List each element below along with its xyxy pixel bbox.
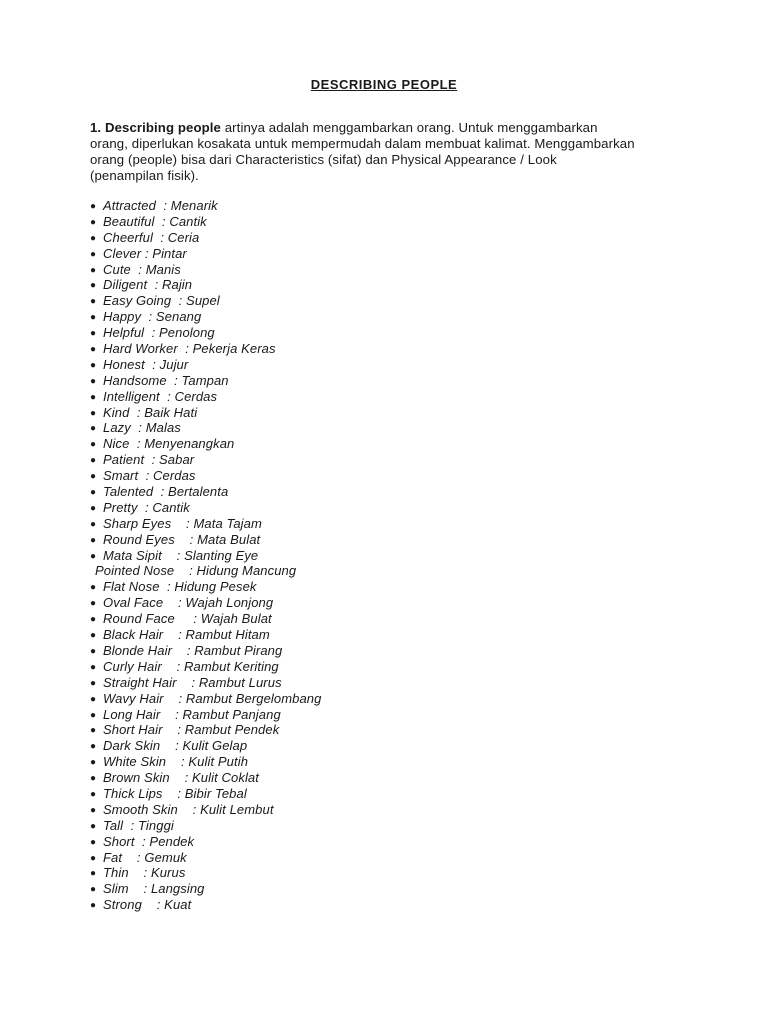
bullet-icon: ● [90, 550, 97, 562]
vocabulary-text: Lazy : Malas [103, 420, 181, 436]
vocabulary-item [90, 850, 321, 866]
bullet-icon: ● [90, 773, 97, 785]
vocabulary-text: Long Hair : Rambut Panjang [103, 706, 281, 722]
vocabulary-item [90, 341, 321, 357]
bullet-icon: ● [90, 471, 97, 483]
vocabulary-item [90, 548, 321, 564]
bullet-icon: ● [90, 518, 97, 530]
bullet-icon: ● [90, 423, 97, 435]
bullet-icon: ● [90, 248, 97, 260]
bullet-icon: ● [90, 820, 97, 832]
bullet-icon: ● [90, 836, 97, 848]
bullet-icon: ● [90, 502, 97, 514]
vocabulary-item [90, 309, 321, 325]
vocabulary-text: Mata Sipit : Slanting Eye [103, 547, 259, 563]
vocabulary-item [90, 611, 321, 627]
bullet-icon: ● [90, 741, 97, 753]
vocabulary-item [90, 595, 321, 611]
vocabulary-text: Pretty : Cantik [103, 499, 190, 515]
vocabulary-text: Nice : Menyenangkan [103, 436, 235, 452]
bullet-icon: ● [90, 852, 97, 864]
vocabulary-item [90, 897, 321, 913]
bullet-icon: ● [90, 900, 97, 912]
vocabulary-item [90, 468, 321, 484]
vocabulary-item [90, 420, 321, 436]
vocabulary-text: Strong : Kuat [103, 897, 192, 913]
vocabulary-text: Sharp Eyes : Mata Tajam [103, 515, 262, 531]
vocabulary-item [90, 881, 321, 897]
vocabulary-text: Smart : Cerdas [103, 468, 196, 484]
vocabulary-text: Curly Hair : Rambut Keriting [103, 658, 279, 674]
vocabulary-item [90, 754, 321, 770]
vocabulary-item [90, 516, 321, 532]
intro-line-4: (penampilan fisik). [90, 168, 199, 183]
vocabulary-item [90, 691, 321, 707]
vocabulary-text: Short : Pendek [103, 833, 195, 849]
intro-line-1-rest: artinya adalah menggambarkan orang. Untuk menggambarkan [220, 120, 598, 135]
vocabulary-item [90, 198, 321, 214]
bullet-icon: ● [90, 645, 97, 657]
vocabulary-item [90, 786, 321, 802]
vocabulary-item [90, 452, 321, 468]
vocabulary-text: Black Hair : Rambut Hitam [103, 627, 270, 643]
intro-line-1 [90, 120, 690, 136]
vocabulary-item [90, 738, 321, 754]
bullet-icon: ● [90, 375, 97, 387]
vocabulary-item [90, 532, 321, 548]
vocabulary-item [90, 405, 321, 421]
bullet-icon: ● [90, 216, 97, 228]
bullet-icon: ● [90, 359, 97, 371]
bullet-icon: ● [90, 868, 97, 880]
intro-line-2: orang, diperlukan kosakata untuk mempermudah dalam membuat kalimat. Menggambarkan [90, 136, 635, 151]
bullet-icon: ● [90, 614, 97, 626]
bullet-icon: ● [90, 312, 97, 324]
vocabulary-item [90, 484, 321, 500]
bullet-icon: ● [90, 407, 97, 419]
vocabulary-item [90, 246, 321, 262]
bullet-icon: ● [90, 296, 97, 308]
vocabulary-text: Flat Nose : Hidung Pesek [103, 579, 257, 595]
vocabulary-item [90, 802, 321, 818]
intro-paragraph [90, 120, 690, 184]
vocabulary-text: Oval Face : Wajah Lonjong [103, 595, 274, 611]
vocabulary-item [90, 563, 321, 579]
vocabulary-item [90, 707, 321, 723]
vocabulary-item [90, 770, 321, 786]
bullet-icon: ● [90, 232, 97, 244]
vocabulary-text: Kind : Baik Hati [103, 404, 198, 420]
vocabulary-item [90, 325, 321, 341]
bullet-icon: ● [90, 709, 97, 721]
bullet-icon: ● [90, 788, 97, 800]
bullet-icon: ● [90, 804, 97, 816]
bullet-icon: ● [90, 725, 97, 737]
vocabulary-text: Talented : Bertalenta [103, 484, 229, 500]
vocabulary-item [90, 373, 321, 389]
bullet-icon: ● [90, 582, 97, 594]
intro-lead: 1. Describing people [90, 120, 221, 135]
vocabulary-item [90, 293, 321, 309]
bullet-icon: ● [90, 344, 97, 356]
vocabulary-item [90, 214, 321, 230]
vocabulary-text: Round Face : Wajah Bulat [103, 611, 272, 627]
vocabulary-text: Happy : Senang [103, 309, 202, 325]
vocabulary-text: Blonde Hair : Rambut Pirang [103, 642, 283, 658]
bullet-icon: ● [90, 677, 97, 689]
vocabulary-text: Fat : Gemuk [103, 849, 187, 865]
vocabulary-item [90, 230, 321, 246]
bullet-icon: ● [90, 264, 97, 276]
vocabulary-text: Thick Lips : Bibir Tebal [103, 785, 247, 801]
vocabulary-item [90, 500, 321, 516]
bullet-icon: ● [90, 455, 97, 467]
vocabulary-item [90, 389, 321, 405]
vocabulary-text: Beautiful : Cantik [103, 213, 207, 229]
vocabulary-item [90, 722, 321, 738]
vocabulary-text: Wavy Hair : Rambut Bergelombang [103, 690, 322, 706]
vocabulary-text: Pointed Nose : Hidung Mancung [95, 563, 297, 579]
vocabulary-text: Brown Skin : Kulit Coklat [103, 770, 259, 786]
vocabulary-text: Handsome : Tampan [103, 372, 229, 388]
vocabulary-text: Dark Skin : Kulit Gelap [103, 738, 248, 754]
vocabulary-item [90, 643, 321, 659]
vocabulary-item [90, 277, 321, 293]
bullet-icon: ● [90, 693, 97, 705]
bullet-icon: ● [90, 487, 97, 499]
bullet-icon: ● [90, 328, 97, 340]
vocabulary-text: Short Hair : Rambut Pendek [103, 722, 280, 738]
bullet-icon: ● [90, 280, 97, 292]
vocabulary-text: Attracted : Menarik [103, 198, 218, 213]
bullet-icon: ● [90, 201, 97, 212]
vocabulary-text: Easy Going : Supel [103, 293, 220, 309]
vocabulary-list [90, 198, 321, 913]
bullet-icon: ● [90, 630, 97, 642]
vocabulary-text: Intelligent : Cerdas [103, 388, 218, 404]
document-title: DESCRIBING PEOPLE [310, 77, 458, 92]
vocabulary-text: Patient : Sabar [103, 452, 195, 468]
intro-line-3: orang (people) bisa dari Characteristics (sifat) dan Physical Appearance / Look [90, 152, 557, 167]
bullet-icon: ● [90, 884, 97, 896]
vocabulary-text: Cute : Manis [103, 261, 181, 277]
vocabulary-item [90, 627, 321, 643]
vocabulary-text: Honest : Jujur [103, 356, 189, 372]
bullet-icon: ● [90, 661, 97, 673]
vocabulary-item [90, 262, 321, 278]
vocabulary-text: Tall : Tinggi [103, 817, 174, 833]
vocabulary-text: Hard Worker : Pekerja Keras [103, 341, 276, 357]
vocabulary-item [90, 659, 321, 675]
vocabulary-item [90, 675, 321, 691]
vocabulary-text: Cheerful : Ceria [103, 229, 200, 245]
vocabulary-text: Smooth Skin : Kulit Lembut [103, 801, 274, 817]
vocabulary-item [90, 865, 321, 881]
vocabulary-item [90, 436, 321, 452]
vocabulary-text: Straight Hair : Rambut Lurus [103, 674, 282, 690]
bullet-icon: ● [90, 598, 97, 610]
vocabulary-text: Round Eyes : Mata Bulat [103, 531, 261, 547]
bullet-icon: ● [90, 757, 97, 769]
vocabulary-text: Slim : Langsing [103, 881, 205, 897]
bullet-icon: ● [90, 439, 97, 451]
vocabulary-item [90, 579, 321, 595]
bullet-icon: ● [90, 391, 97, 403]
vocabulary-item [90, 818, 321, 834]
vocabulary-item [90, 834, 321, 850]
vocabulary-text: Clever : Pintar [103, 245, 187, 261]
vocabulary-text: Diligent : Rajin [103, 277, 193, 293]
vocabulary-item [90, 357, 321, 373]
vocabulary-text: Helpful : Penolong [103, 325, 215, 341]
vocabulary-text: Thin : Kurus [103, 865, 186, 881]
vocabulary-text: White Skin : Kulit Putih [103, 754, 249, 770]
bullet-icon: ● [90, 534, 97, 546]
